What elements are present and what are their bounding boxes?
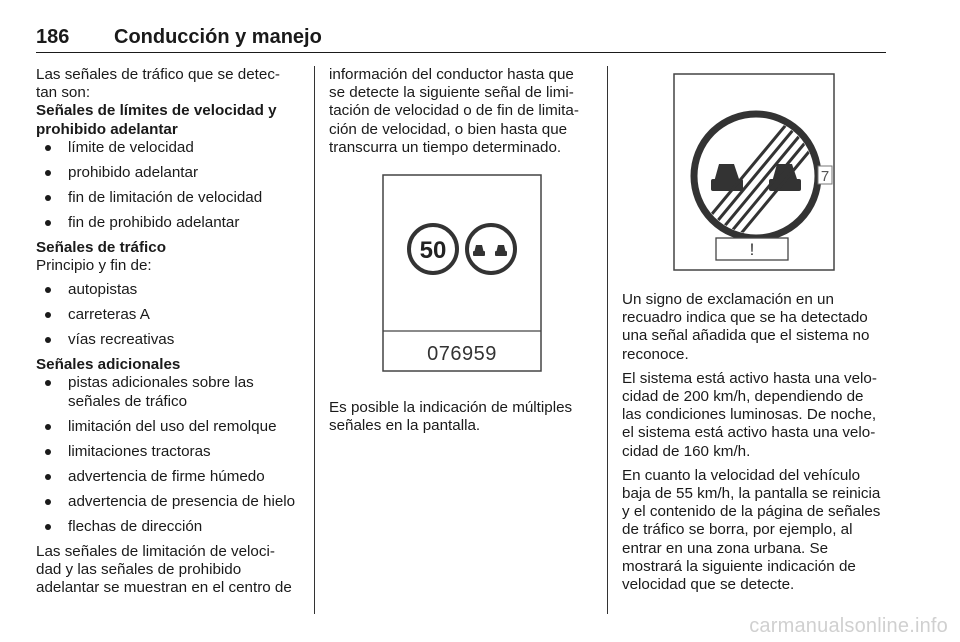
column-3 — [622, 66, 886, 594]
list-item: limitaciones tractoras — [36, 443, 298, 461]
paragraph: información del conductor hasta que se detecte la siguiente señal de limi-tación de velocidad o de fin de limita-ción de velocidad, o bien hasta que transcurra un tiempo determinado. — [329, 66, 579, 156]
page-title: Conducción y manejo — [114, 26, 322, 48]
speed-limit-value: 50 — [419, 237, 447, 265]
list-item: carreteras A — [36, 306, 298, 324]
section-heading-speed: Señales de límites de velocidad y prohibido adelantar — [36, 102, 277, 138]
list-traffic-signs — [36, 281, 298, 349]
list-item: flechas de dirección — [36, 518, 298, 536]
column-1 — [36, 66, 298, 597]
column-divider-2 — [607, 66, 608, 614]
section-heading-additional: Señales adicionales — [36, 356, 181, 374]
list-item: pistas adicionales sobre las señales de tráfico — [36, 374, 298, 410]
list-item: advertencia de firme húmedo — [36, 468, 298, 486]
list-item: vías recreativas — [36, 331, 298, 349]
closing-text: Las señales de limitación de veloci-dad y las señales de prohibido adelantar se muestran en el centro de — [36, 542, 292, 597]
figure-end-no-overtaking — [622, 66, 886, 281]
exclamation-icon: ! — [749, 240, 755, 259]
list-item: fin de prohibido adelantar — [36, 214, 298, 232]
list-speed-signs — [36, 139, 298, 232]
section-subtext: Principio y fin de: — [36, 257, 152, 275]
watermark: carmanualsonline.info — [749, 615, 948, 637]
list-item: límite de velocidad — [36, 139, 298, 157]
no-overtaking-sign-icon — [467, 225, 515, 273]
speed-limit-sign-icon — [409, 225, 457, 273]
column-2 — [329, 66, 593, 435]
list-item: prohibido adelantar — [36, 164, 298, 182]
image-code: 076959 — [427, 343, 497, 366]
paragraph: El sistema está activo hasta una velo-cidad de 200 km/h, dependiendo de las condiciones luminosas. De noche, el sistema está activo hasta una velo-cidad de 160 km/h. — [622, 369, 877, 460]
paragraph: Un signo de exclamación en un recuadro indica que se ha detectado una señal añadida que el sistema no reconoce. — [622, 291, 870, 363]
index-label: 7 — [820, 168, 830, 185]
paragraph: Es posible la indicación de múltiples señales en la pantalla. — [329, 399, 573, 435]
list-additional-signs — [36, 374, 298, 535]
page-number: 186 — [36, 26, 70, 48]
sign-panel — [383, 175, 541, 371]
intro-text: Las señales de tráfico que se detec-tan son: — [36, 66, 280, 102]
list-item: advertencia de presencia de hielo — [36, 493, 298, 511]
figure-multiple-signs — [329, 167, 593, 387]
list-item: autopistas — [36, 281, 298, 299]
section-heading-traffic: Señales de tráfico — [36, 238, 166, 256]
list-item: fin de limitación de velocidad — [36, 189, 298, 207]
column-divider-1 — [314, 66, 315, 614]
paragraph: En cuanto la velocidad del vehículo baja de 55 km/h, la pantalla se reinicia y el contenido de la página de señales de tráfico se borra, por ejemplo, al entrar en una zona urbana. Se mostrará la siguiente indicación de velocidad que se detecte. — [622, 466, 881, 594]
list-item: limitación del uso del remolque — [36, 418, 298, 436]
page-header — [36, 26, 886, 53]
